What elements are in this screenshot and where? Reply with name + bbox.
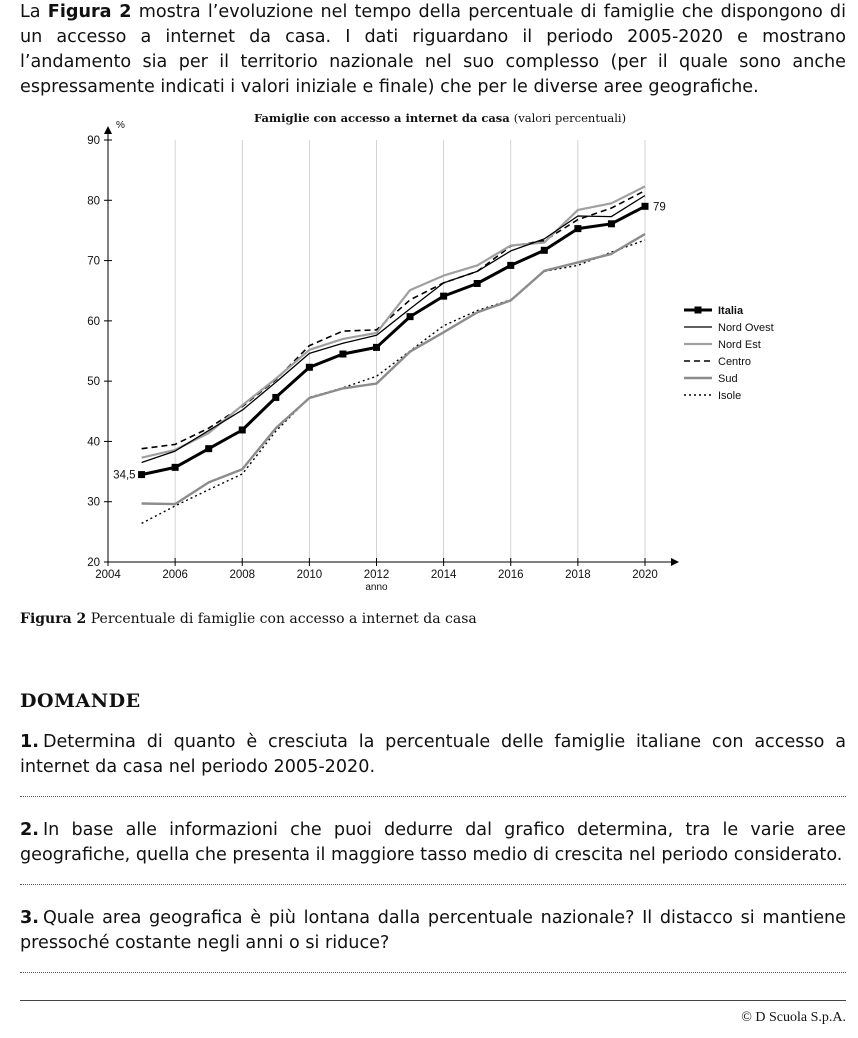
y-tick-label: 70 <box>87 255 100 268</box>
y-tick-label: 40 <box>87 436 100 449</box>
y-tick-label: 80 <box>87 195 100 208</box>
y-axis-label: % <box>116 120 125 131</box>
series-line-isole <box>142 240 645 523</box>
question-2: 2. In base alle informazioni che puoi dedurre dal grafico determina, tra le varie aree geografiche, quella che presenta il maggiore tasso medio di crescita nel periodo considerato. <box>20 820 846 865</box>
legend-label: Sud <box>718 373 738 385</box>
x-tick-label: 2010 <box>296 569 323 581</box>
data-point-italia <box>172 464 179 471</box>
line-chart <box>0 100 858 610</box>
answer-line-2[interactable] <box>20 884 846 885</box>
data-point-italia <box>339 351 346 358</box>
y-tick-label: 50 <box>87 376 100 389</box>
data-label: 34,5 <box>113 469 136 482</box>
x-tick-label: 2018 <box>565 569 591 581</box>
legend <box>684 305 774 402</box>
data-point-italia <box>407 313 414 320</box>
section-heading: DOMANDE <box>20 690 141 712</box>
y-tick-label: 20 <box>87 557 100 569</box>
answer-line-1[interactable] <box>20 796 846 797</box>
data-point-italia <box>474 280 481 287</box>
series-lines <box>138 186 648 523</box>
answer-line-3[interactable] <box>20 972 846 973</box>
legend-label: Nord Ovest <box>718 322 774 334</box>
legend-label: Isole <box>718 390 742 402</box>
x-tick-label: 2016 <box>497 569 524 581</box>
x-tick-label: 2006 <box>162 569 188 581</box>
copyright: © D Scuola S.p.A. <box>741 1010 846 1025</box>
intro-figure-ref: Figura 2 <box>47 2 132 22</box>
footer-divider <box>20 1000 846 1001</box>
x-tick-label: 2012 <box>363 569 390 581</box>
data-point-italia <box>574 225 581 232</box>
series-line-centro <box>142 191 645 449</box>
axes <box>87 120 679 593</box>
x-axis-label: anno <box>365 582 388 593</box>
data-point-italia <box>440 293 447 300</box>
x-axis-arrow <box>671 558 679 566</box>
x-tick-label: 2020 <box>632 569 658 581</box>
legend-label: Italia <box>718 305 744 317</box>
chart-title: Famiglie con accesso a internet da casa (valori percentuali) <box>253 111 627 125</box>
data-point-italia <box>306 364 313 371</box>
data-point-italia <box>272 394 279 401</box>
y-tick-label: 30 <box>87 496 100 509</box>
question-1: 1. Determina di quanto è cresciuta la percentuale delle famiglie italiane con accesso a internet da casa nel periodo 2005-2020. <box>20 732 846 777</box>
x-tick-label: 2008 <box>229 569 256 581</box>
series-line-italia <box>142 206 645 474</box>
question-3: 3. Quale area geografica è più lontana dalla percentuale nazionale? Il distacco si mantiene pressoché costante negli anni o si riduce? <box>20 908 846 953</box>
y-tick-label: 90 <box>87 135 100 147</box>
data-point-italia <box>138 471 145 478</box>
data-point-italia <box>608 220 615 227</box>
series-line-sud <box>142 234 645 504</box>
y-tick-label: 60 <box>87 315 100 328</box>
data-label: 79 <box>653 201 666 214</box>
legend-marker <box>695 307 702 314</box>
legend-label: Nord Est <box>718 339 761 351</box>
x-tick-label: 2014 <box>430 569 457 581</box>
legend-label: Centro <box>718 356 752 368</box>
data-point-italia <box>239 426 246 433</box>
data-point-italia <box>507 262 514 269</box>
data-point-italia <box>205 445 212 452</box>
figure-caption: Figura 2 Percentuale di famiglie con accesso a internet da casa <box>20 611 477 627</box>
y-axis-arrow <box>104 126 112 134</box>
data-point-italia <box>373 344 380 351</box>
data-point-italia <box>541 247 548 254</box>
x-tick-label: 2004 <box>95 569 121 581</box>
data-point-italia <box>642 203 649 210</box>
intro-paragraph: La Figura 2 mostra l’evoluzione nel tempo della percentuale di famiglie che dispongono di un accesso a internet da casa. I dati riguardano il periodo 2005-2020 e mostrano l’andamento sia per il territorio nazionale nel suo complesso (per il quale sono anche espressamente indicati i valori iniziale e finale) che per le diverse aree geografiche. <box>20 2 846 97</box>
